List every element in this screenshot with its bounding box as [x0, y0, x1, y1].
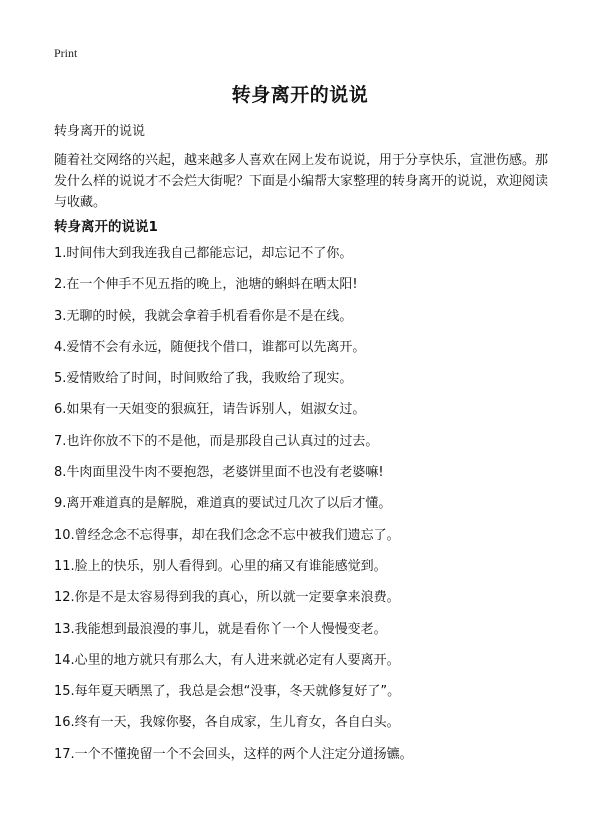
- print-link[interactable]: Print: [54, 46, 78, 60]
- list-item: 14.心里的地方就只有那么大，有人进来就必定有人要离开。: [54, 652, 400, 668]
- quote-list: [54, 244, 574, 776]
- list-item: 17.一个不懂挽留一个不会回头，这样的两个人注定分道扬镳。: [54, 746, 413, 762]
- list-item: 1.时间伟大到我连我自己都能忘记，却忘记不了你。: [54, 246, 353, 261]
- list-item: 3.无聊的时候，我就会拿着手机看看你是不是在线。: [54, 308, 353, 324]
- list-item: 13.我能想到最浪漫的事儿，就是看你丫一个人慢慢变老。: [54, 621, 387, 637]
- intro-paragraph: 随着社交网络的兴起，越来越多人喜欢在网上发布说说，用于分享快乐，宣泄伤感。那发什么样的说说才不会烂大街呢？下面是小编帮大家整理的转身离开的说说，欢迎阅读与收藏。: [54, 153, 549, 210]
- list-item: 6.如果有一天姐变的狠疯狂，请告诉别人，姐淑女过。: [54, 402, 366, 418]
- list-item: 9.离开难道真的是解脱，难道真的要试过几次了以后才懂。: [54, 496, 392, 512]
- list-item: 8.牛肉面里没牛肉不要抱怨，老婆饼里面不也没有老婆嘛!: [54, 465, 384, 481]
- article-subtitle: 转身离开的说说: [54, 124, 146, 139]
- list-item: 11.脸上的快乐，别人看得到。心里的痛又有谁能感觉到。: [54, 558, 387, 574]
- list-item: 2.在一个伸手不见五指的晚上，池塘的蝌蚪在晒太阳!: [54, 277, 358, 293]
- list-item: 16.终有一天，我嫁你娶，各自成家，生儿育女，各自白头。: [54, 715, 400, 731]
- list-item: 5.爱情败给了时间，时间败给了我，我败给了现实。: [54, 371, 353, 387]
- list-item: 15.每年夏天晒黑了，我总是会想“没事，冬天就修复好了”。: [54, 684, 401, 700]
- list-item: 7.也许你放不下的不是他，而是那段自己认真过的过去。: [54, 433, 379, 449]
- list-item: 12.你是不是太容易得到我的真心，所以就一定要拿来浪费。: [54, 590, 400, 606]
- section-heading: 转身离开的说说1: [54, 219, 158, 235]
- list-item: 4.爱情不会有永远，随便找个借口，谁都可以先离开。: [54, 339, 366, 355]
- list-item: 10.曾经念念不忘得事，却在我们念念不忘中被我们遗忘了。: [54, 527, 400, 543]
- page-title: 转身离开的说说: [231, 84, 369, 106]
